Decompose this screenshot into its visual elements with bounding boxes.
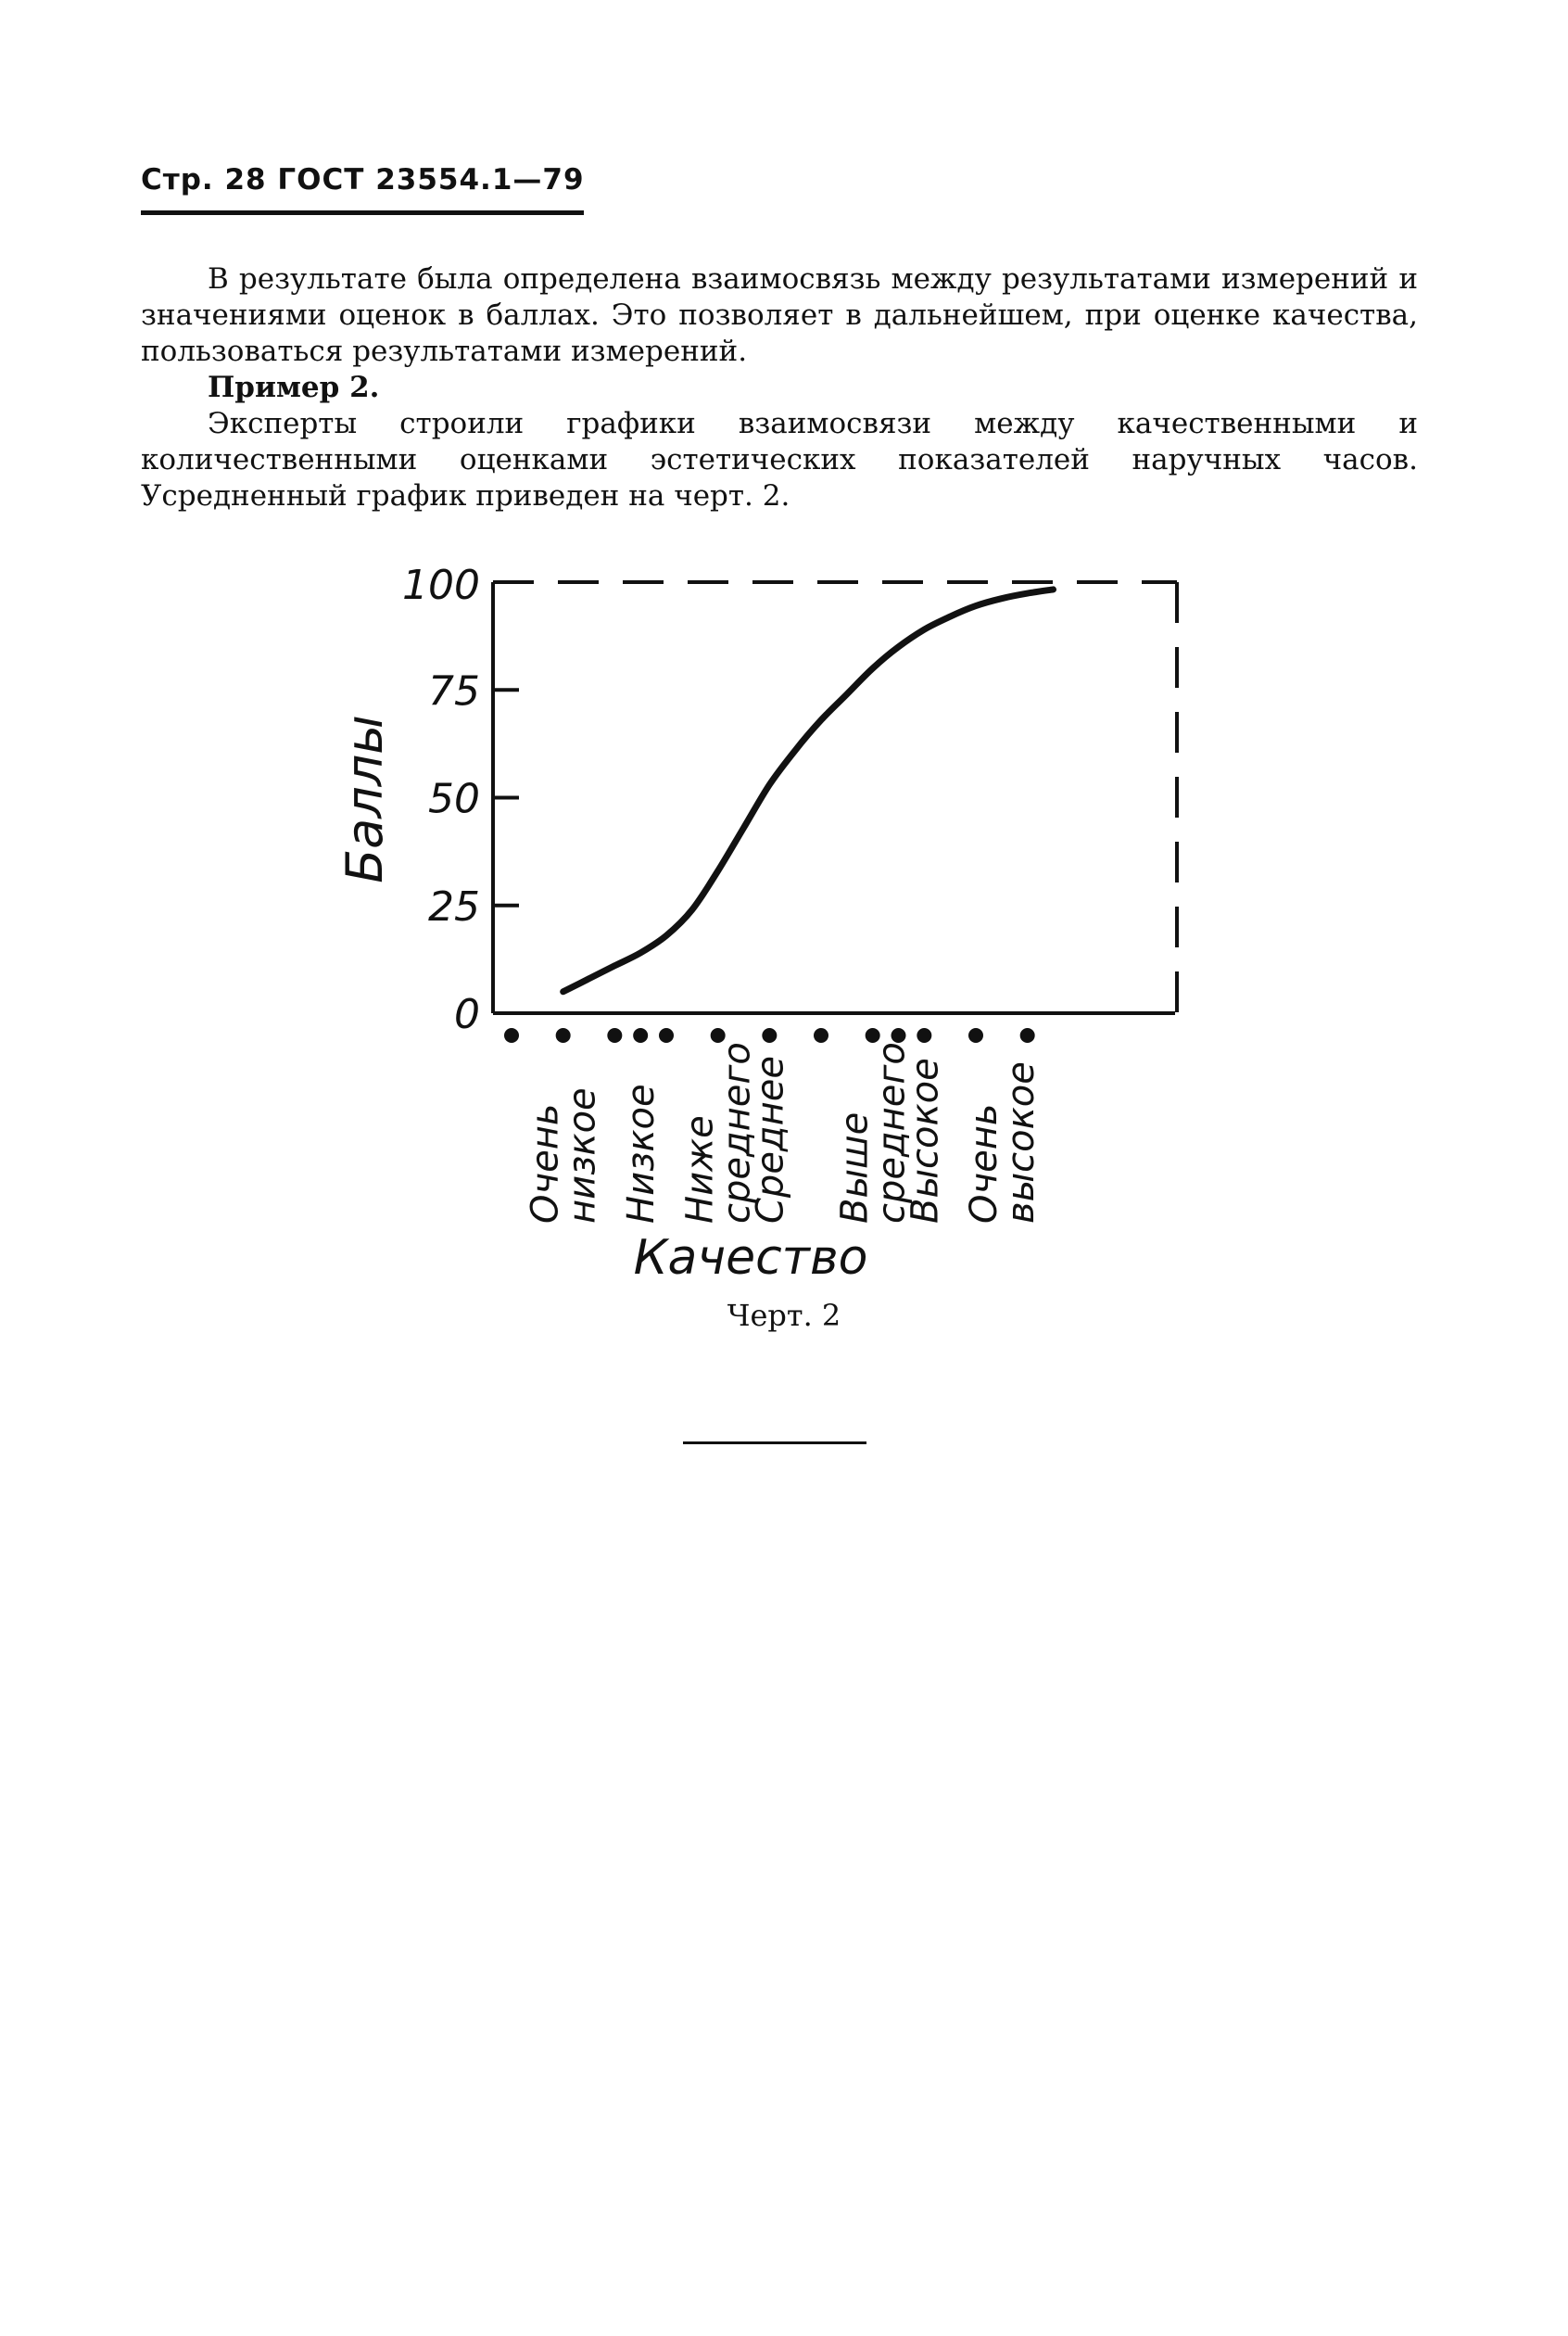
x-markers <box>504 1028 1035 1043</box>
y-ticks <box>493 690 519 906</box>
category-label: Оченьнизкое <box>524 1087 604 1224</box>
x-marker-dot <box>607 1028 622 1043</box>
x-marker-dot <box>711 1028 726 1043</box>
category-label: Нижесреднего <box>678 1042 759 1224</box>
category-label: Высокое <box>904 1058 947 1224</box>
y-axis-label: Баллы <box>335 715 394 883</box>
category-labels <box>525 1042 1043 1224</box>
x-marker-dot <box>891 1028 906 1043</box>
x-marker-dot <box>1020 1028 1035 1043</box>
chart-frame <box>493 582 1177 1013</box>
paragraph-example: Эксперты строили графики взаимосвязи между качественными и количественными оценками эстетических показателей наручных часов. Усредненный график приведен на черт. 2. <box>141 407 1418 513</box>
paragraph-result: В результате была определена взаимосвязь между результатами измерений и значениями оценок в баллах. Это позволяет в дальнейшем, при оценке качества, пользоваться результатами измерений. <box>141 262 1418 368</box>
end-rule <box>683 1441 866 1444</box>
category-label: Низкое <box>620 1084 664 1224</box>
x-marker-dot <box>968 1028 983 1043</box>
x-marker-dot <box>814 1028 828 1043</box>
y-tick-labels <box>402 562 480 1038</box>
x-marker-dot <box>504 1028 519 1043</box>
y-tick-label: 0 <box>454 991 480 1038</box>
x-marker-dot <box>762 1028 777 1043</box>
x-marker-dot <box>917 1028 931 1043</box>
y-tick-label: 75 <box>428 667 480 716</box>
category-label: Оченьвысокое <box>962 1061 1043 1224</box>
x-marker-dot <box>659 1028 674 1043</box>
y-tick-label: 50 <box>428 775 480 823</box>
series-line <box>563 590 1054 992</box>
x-marker-dot <box>866 1028 880 1043</box>
category-label: Среднее <box>749 1056 792 1224</box>
x-axis-label: Качество <box>633 1230 868 1286</box>
y-tick-label: 100 <box>402 562 480 609</box>
page-header: Стр. 28 ГОСТ 23554.1—79 <box>141 163 585 197</box>
x-marker-dot <box>633 1028 648 1043</box>
example-label: Пример 2. <box>208 371 380 404</box>
x-marker-dot <box>556 1028 571 1043</box>
figure-caption: Черт. 2 <box>727 1298 841 1333</box>
y-tick-label: 25 <box>428 882 480 931</box>
category-label: Вышесреднего <box>833 1042 914 1224</box>
